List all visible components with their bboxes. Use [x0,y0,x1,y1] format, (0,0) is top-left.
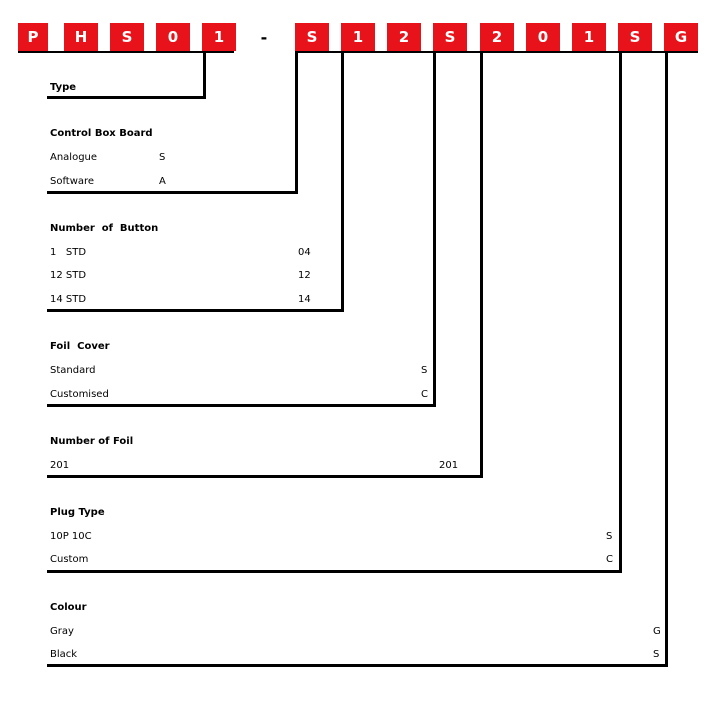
code-char-6: S [295,23,329,51]
connector-foil-number-horizontal [47,475,483,478]
option-label: Custom [50,554,89,565]
option-label: 201 [50,460,70,471]
connector-board-horizontal [47,191,298,194]
option-value: S [159,152,166,163]
option-label: 10P 10C [50,531,92,542]
option-label: Standard [50,365,96,376]
code-char-3: S [110,23,144,51]
code-char-11: 0 [526,23,560,51]
option-label: Software [50,176,95,187]
section-title-number-of-button: Number of Button [50,223,159,234]
option-label: Analogue [50,152,98,163]
connector-foil-cover-horizontal [47,404,436,407]
option-value: G [653,626,661,637]
connector-colour-vertical [665,51,668,667]
option-value: A [159,176,166,187]
code-char-9: S [433,23,467,51]
section-title-type: Type [50,82,77,93]
code-underline [295,51,698,53]
connector-button-horizontal [47,309,344,312]
option-value: 04 [298,247,311,258]
code-char-1: P [18,23,48,51]
connector-colour-horizontal [47,664,668,667]
connector-plug-horizontal [47,570,622,573]
option-value: 14 [298,294,311,305]
connector-type-vertical [203,51,206,99]
code-char-5: 1 [202,23,236,51]
option-label: Black [50,649,78,660]
option-value: C [606,554,613,565]
option-value: S [421,365,428,376]
option-value: S [606,531,613,542]
code-separator: - [260,27,268,47]
option-value: 12 [298,270,311,281]
connector-type-horizontal [47,96,206,99]
connector-foil-number-vertical [480,51,483,478]
option-label: 1 STD [50,247,87,258]
section-title-colour: Colour [50,602,87,613]
option-label: Gray [50,626,74,637]
section-title-plug-type: Plug Type [50,507,105,518]
connector-button-vertical [341,51,344,312]
code-char-14: G [664,23,698,51]
code-char-8: 2 [387,23,421,51]
connector-board-vertical [295,51,298,194]
connector-plug-vertical [619,51,622,573]
code-char-13: S [618,23,652,51]
section-title-control-box-board: Control Box Board [50,128,153,139]
option-value: C [421,389,428,400]
connector-foil-cover-vertical [433,51,436,407]
option-label: 14 STD [50,294,87,305]
code-char-4: 0 [156,23,190,51]
option-value: 201 [439,460,459,471]
option-label: 12 STD [50,270,87,281]
code-char-10: 2 [480,23,514,51]
code-underline [18,51,234,53]
section-title-foil-cover: Foil Cover [50,341,110,352]
option-label: Customised [50,389,109,400]
code-char-12: 1 [572,23,606,51]
section-title-number-of-foil: Number of Foil [50,436,134,447]
code-char-7: 1 [341,23,375,51]
option-value: S [653,649,660,660]
code-char-2: H [64,23,98,51]
